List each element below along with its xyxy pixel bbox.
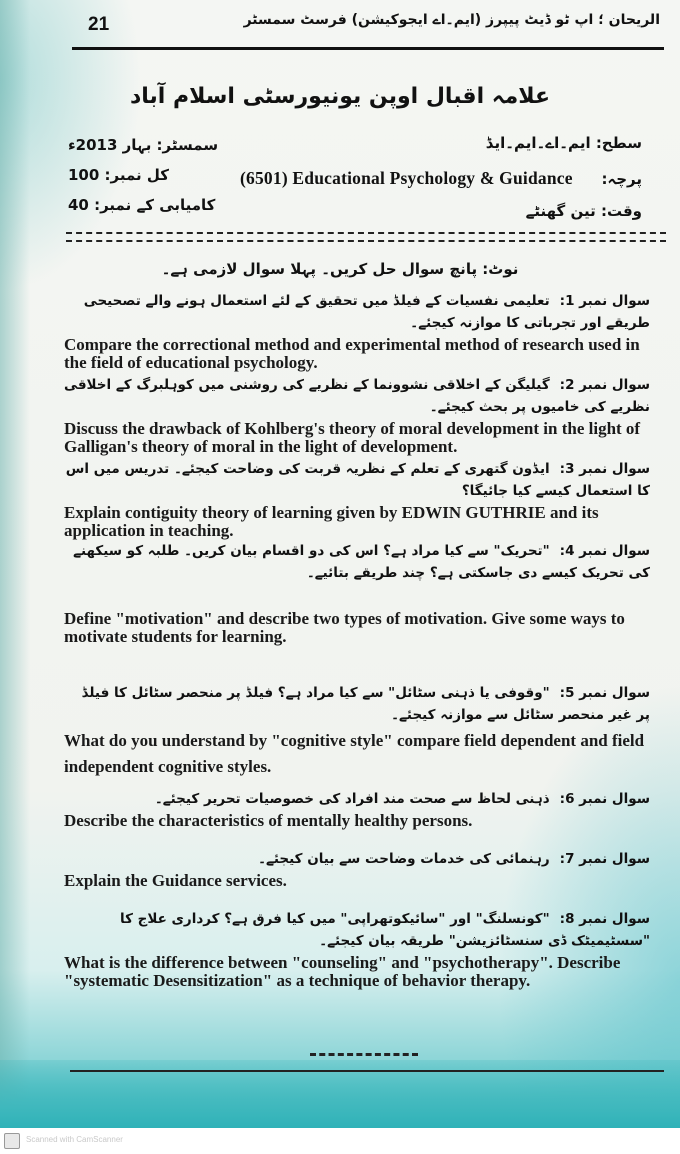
double-dashed-rule xyxy=(66,232,666,242)
running-header xyxy=(70,4,660,40)
question-4 xyxy=(64,540,650,646)
question-7 xyxy=(64,848,650,890)
header-rule xyxy=(72,47,664,50)
level-text: سطح: ایم۔اے۔ایم۔ایڈ xyxy=(485,134,642,152)
question-5 xyxy=(64,682,650,780)
question-label: سوال نمبر 8: xyxy=(559,911,650,927)
question-english: Describe the characteristics of mentally healthy persons. xyxy=(64,811,473,830)
instruction-note: نوٹ: پانچ سوال حل کریں۔ پہلا سوال لازمی ہے۔ xyxy=(161,260,519,278)
semester-text: سمسٹر: بہار 2013ء xyxy=(68,136,219,154)
question-english: Discuss the drawback of Kohlberg's theory of moral development in the light of Galligan's theory of moral in the light of development. xyxy=(64,419,641,456)
question-english: Define "motivation" and describe two types of motivation. Give some ways to motivate students for learning. xyxy=(64,609,625,646)
question-english: What is the difference between "counseling" and "psychotherapy". Describe "systematic Desensitization" as a technique of behavior therapy. xyxy=(64,953,621,990)
question-1 xyxy=(64,290,650,372)
page-edge-shadow xyxy=(0,0,30,1128)
paper-label: پرچہ: xyxy=(601,170,642,188)
question-8 xyxy=(64,908,650,990)
total-marks-text: کل نمبر: 100 xyxy=(68,166,170,184)
question-urdu: گیلیگن کے اخلاقی نشوونما کے نظریے کی روشنی میں کوہلبرگ کے اخلاقی نظریے کی خامیوں پر بحث کیجئے۔ xyxy=(64,377,650,415)
university-title: علامہ اقبال اوپن یونیورسٹی اسلام آباد xyxy=(129,84,551,109)
question-urdu: ایڈون گتھری کے تعلم کے نظریہ قربت کی وضاحت کیجئے۔ تدریس میں اس کا استعمال کیسے کیا جائیگا؟ xyxy=(65,461,650,499)
question-label: سوال نمبر 6: xyxy=(559,791,650,807)
question-urdu: "تحریک" سے کیا مراد ہے؟ اس کی دو اقسام بیان کریں۔ طلبہ کو سیکھنے کی تحریک کیسے دی جاسکتی ہے؟ چند طریقے بتائیے۔ xyxy=(73,543,650,581)
question-urdu: رہنمائی کی خدمات وضاحت سے بیان کیجئے۔ xyxy=(258,851,550,867)
question-label: سوال نمبر 1: xyxy=(559,293,650,309)
page-number: 21 xyxy=(88,14,110,35)
question-label: سوال نمبر 2: xyxy=(559,377,650,393)
footer-rule xyxy=(70,1070,664,1072)
paper-title: (6501) Educational Psychology & Guidance xyxy=(240,168,573,188)
question-english: Explain the Guidance services. xyxy=(64,871,287,890)
question-urdu: "وقوفی یا ذہنی سٹائل" سے کیا مراد ہے؟ فیلڈ پر منحصر سٹائل کا فیلڈ پر غیر منحصر سٹائل سے موازنہ کیجئے۔ xyxy=(81,685,650,723)
scanner-footer xyxy=(0,1128,680,1154)
question-urdu: ذہنی لحاظ سے صحت مند افراد کی خصوصیات تحریر کیجئے۔ xyxy=(154,791,550,807)
question-2 xyxy=(64,374,650,456)
question-label: سوال نمبر 4: xyxy=(559,543,650,559)
question-label: سوال نمبر 3: xyxy=(559,461,650,477)
end-dashed-rule xyxy=(310,1053,418,1056)
question-urdu: "کونسلنگ" اور "سائیکوتھراپی" میں کیا فرق ہے؟ کرداری علاج کا "سسٹیمیٹک ڈی سنسٹائزیشن" طریقہ بیان کیجئے۔ xyxy=(120,911,650,949)
question-3 xyxy=(64,458,650,540)
question-english: Explain contiguity theory of learning given by EDWIN GUTHRIE and its application in teaching. xyxy=(64,503,599,540)
question-english: Compare the correctional method and experimental method of research used in the field of educational psychology. xyxy=(64,335,640,372)
camscanner-logo-icon xyxy=(4,1133,20,1149)
pass-marks-text: کامیابی کے نمبر: 40 xyxy=(68,196,216,214)
time-text: وقت: تین گھنٹے xyxy=(525,202,642,220)
question-6 xyxy=(64,788,650,830)
scanner-label: Scanned with CamScanner xyxy=(26,1135,123,1144)
question-urdu: تعلیمی نفسیات کے فیلڈ میں تحقیق کے لئے استعمال ہونے والے تصحیحی طریقے اور تجرباتی کا موازنہ کیجئے۔ xyxy=(83,293,650,331)
question-english: What do you understand by "cognitive style" compare field dependent and field independent cognitive styles. xyxy=(64,731,645,776)
question-label: سوال نمبر 7: xyxy=(559,851,650,867)
question-label: سوال نمبر 5: xyxy=(559,685,650,701)
running-title: الریحان ؛ اپ ٹو ڈیٹ پیپرز (ایم۔اے ایجوکیشن) فرسٹ سمسٹر xyxy=(243,12,660,28)
